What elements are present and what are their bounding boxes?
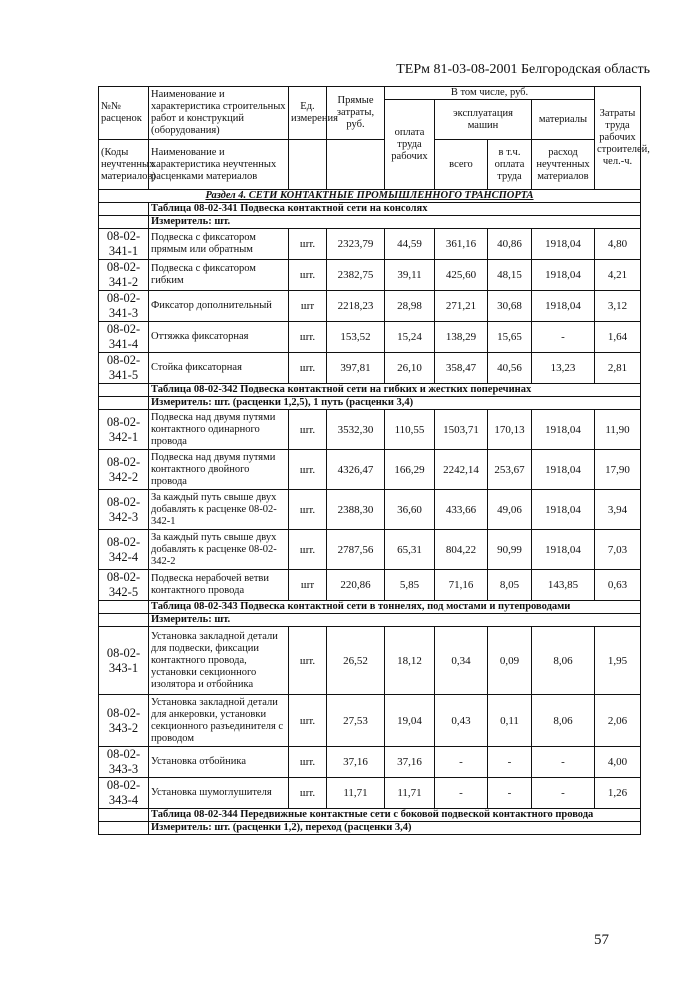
- rate-code: 08-02-343-3: [99, 747, 149, 778]
- rate-materials: 1918,04: [532, 291, 595, 322]
- rate-labor-pay: 19,04: [385, 695, 435, 747]
- table-row: [99, 778, 641, 809]
- measure-gutter: [99, 216, 149, 229]
- rate-unit: шт.: [289, 410, 327, 450]
- table-title: Таблица 08-02-343 Подвеска контактной сети в тоннелях, под мостами и путепроводами: [149, 601, 641, 614]
- col-machines-total-header: всего: [435, 140, 488, 190]
- table-title-gutter: [99, 601, 149, 614]
- rate-direct: 2388,30: [327, 490, 385, 530]
- rate-machines-total: 0,34: [435, 627, 488, 695]
- rate-machines-labor: -: [488, 778, 532, 809]
- table-title-gutter: [99, 203, 149, 216]
- page-header: ТЕРм 81-03-08-2001 Белгородская область: [396, 62, 650, 77]
- rate-name: Установка закладной детали для подвески, фиксации контактного провода, установки секционного изолятора и отбойника: [149, 627, 289, 695]
- measure-gutter: [99, 397, 149, 410]
- col-unit-header: Ед. измерения: [289, 87, 327, 140]
- section-title: [99, 190, 641, 203]
- rate-code: 08-02-342-4: [99, 530, 149, 570]
- rate-name: Фиксатор дополнительный: [149, 291, 289, 322]
- rate-materials: 1918,04: [532, 229, 595, 260]
- rate-direct: 153,52: [327, 322, 385, 353]
- rate-direct: 37,16: [327, 747, 385, 778]
- col-incl-header: В том числе, руб.: [385, 87, 595, 100]
- rate-materials: 1918,04: [532, 530, 595, 570]
- table-title: Таблица 08-02-344 Передвижные контактные сети с боковой подвеской контактного провода: [149, 809, 641, 822]
- col-direct-blank: [327, 140, 385, 190]
- rate-materials: 1918,04: [532, 260, 595, 291]
- table-row: [99, 570, 641, 601]
- rate-materials: -: [532, 322, 595, 353]
- col-machines-header: эксплуатация машин: [435, 100, 532, 140]
- rate-labor-pay: 15,24: [385, 322, 435, 353]
- col-materials-header: материалы: [532, 100, 595, 140]
- rate-machines-total: 271,21: [435, 291, 488, 322]
- rate-labor-pay: 39,11: [385, 260, 435, 291]
- rate-materials: 8,06: [532, 627, 595, 695]
- rate-labor-cost: 1,64: [595, 322, 641, 353]
- rate-name: Подвеска с фиксатором прямым или обратным: [149, 229, 289, 260]
- rate-labor-cost: 7,03: [595, 530, 641, 570]
- table-row: [99, 747, 641, 778]
- rates-table: [98, 86, 650, 835]
- table-row: [99, 322, 641, 353]
- rate-machines-total: 358,47: [435, 353, 488, 384]
- rate-unit: шт: [289, 570, 327, 601]
- rate-machines-total: 433,66: [435, 490, 488, 530]
- rate-labor-cost: 1,95: [595, 627, 641, 695]
- rate-machines-labor: 48,15: [488, 260, 532, 291]
- rate-machines-total: 138,29: [435, 322, 488, 353]
- rate-labor-pay: 110,55: [385, 410, 435, 450]
- rate-labor-cost: 11,90: [595, 410, 641, 450]
- rate-unit: шт.: [289, 778, 327, 809]
- col-mat-unaccounted-header: расход неучтенных материалов: [532, 140, 595, 190]
- rate-code: 08-02-341-2: [99, 260, 149, 291]
- rate-labor-pay: 28,98: [385, 291, 435, 322]
- rate-machines-labor: 90,99: [488, 530, 532, 570]
- rate-direct: 27,53: [327, 695, 385, 747]
- rate-direct: 2787,56: [327, 530, 385, 570]
- measure-gutter: [99, 614, 149, 627]
- table-measure: Измеритель: шт.: [149, 216, 641, 229]
- rate-name: За каждый путь свыше двух добавлять к расценке 08-02-342-1: [149, 490, 289, 530]
- rate-machines-total: 425,60: [435, 260, 488, 291]
- rate-machines-labor: 8,05: [488, 570, 532, 601]
- rate-name: Подвеска с фиксатором гибким: [149, 260, 289, 291]
- col-name2-header: Наименование и характеристика неучтенных расценками материалов: [149, 140, 289, 190]
- rate-machines-total: -: [435, 778, 488, 809]
- rate-direct: 2323,79: [327, 229, 385, 260]
- table-row: [99, 490, 641, 530]
- rate-materials: 143,85: [532, 570, 595, 601]
- rate-direct: 26,52: [327, 627, 385, 695]
- rate-unit: шт.: [289, 322, 327, 353]
- rate-machines-total: 0,43: [435, 695, 488, 747]
- rate-labor-cost: 2,81: [595, 353, 641, 384]
- rate-machines-labor: 49,06: [488, 490, 532, 530]
- col-code-header: №№ расценок: [99, 87, 149, 140]
- rate-direct: 3532,30: [327, 410, 385, 450]
- rate-code: 08-02-342-3: [99, 490, 149, 530]
- rate-machines-labor: 253,67: [488, 450, 532, 490]
- col-name-header: Наименование и характеристика строительных работ и конструкций (оборудования): [149, 87, 289, 140]
- table-measure: Измеритель: шт. (расценки 1,2), переход (расценки 3,4): [149, 822, 641, 835]
- rate-labor-cost: 2,06: [595, 695, 641, 747]
- rate-machines-labor: -: [488, 747, 532, 778]
- rate-code: 08-02-342-5: [99, 570, 149, 601]
- table-row: [99, 260, 641, 291]
- rate-unit: шт.: [289, 260, 327, 291]
- rate-labor-pay: 37,16: [385, 747, 435, 778]
- col-labor-cost-header: Затраты труда рабочих строителей, чел.-ч.: [595, 87, 641, 190]
- rate-unit: шт.: [289, 530, 327, 570]
- table-row: [99, 695, 641, 747]
- rate-labor-pay: 11,71: [385, 778, 435, 809]
- table-row: [99, 229, 641, 260]
- rate-labor-pay: 26,10: [385, 353, 435, 384]
- rate-direct: 220,86: [327, 570, 385, 601]
- rate-direct: 4326,47: [327, 450, 385, 490]
- rate-code: 08-02-341-1: [99, 229, 149, 260]
- rate-labor-pay: 65,31: [385, 530, 435, 570]
- rate-labor-pay: 44,59: [385, 229, 435, 260]
- rate-name: Установка шумоглушителя: [149, 778, 289, 809]
- col-code2-header: (Коды неучтенных материалов): [99, 140, 149, 190]
- rate-labor-cost: 3,12: [595, 291, 641, 322]
- table-title: Таблица 08-02-341 Подвеска контактной сети на консолях: [149, 203, 641, 216]
- rate-unit: шт.: [289, 229, 327, 260]
- rate-machines-labor: 30,68: [488, 291, 532, 322]
- table-row: [99, 291, 641, 322]
- rate-machines-labor: 40,56: [488, 353, 532, 384]
- rate-name: Подвеска нерабочей ветви контактного провода: [149, 570, 289, 601]
- rate-labor-pay: 5,85: [385, 570, 435, 601]
- table-title: Таблица 08-02-342 Подвеска контактной сети на гибких и жестких поперечинах: [149, 384, 641, 397]
- rate-unit: шт.: [289, 747, 327, 778]
- table-row: [99, 450, 641, 490]
- rate-labor-cost: 4,00: [595, 747, 641, 778]
- table-title-gutter: [99, 384, 149, 397]
- rate-code: 08-02-342-2: [99, 450, 149, 490]
- table-row: [99, 353, 641, 384]
- rate-materials: 1918,04: [532, 490, 595, 530]
- rate-machines-total: -: [435, 747, 488, 778]
- rate-materials: 13,23: [532, 353, 595, 384]
- rate-materials: 1918,04: [532, 450, 595, 490]
- col-unit-blank: [289, 140, 327, 190]
- rate-machines-total: 804,22: [435, 530, 488, 570]
- rate-machines-labor: 40,86: [488, 229, 532, 260]
- rate-materials: -: [532, 747, 595, 778]
- rate-name: Стойка фиксаторная: [149, 353, 289, 384]
- rate-machines-total: 2242,14: [435, 450, 488, 490]
- rate-code: 08-02-341-4: [99, 322, 149, 353]
- rate-name: Установка отбойника: [149, 747, 289, 778]
- rate-unit: шт.: [289, 450, 327, 490]
- col-machines-incl-header: в т.ч. оплата труда: [488, 140, 532, 190]
- rate-unit: шт.: [289, 353, 327, 384]
- rate-name: Оттяжка фиксаторная: [149, 322, 289, 353]
- rate-name: Установка закладной детали для анкеровки, установки секционного разъединителя с проводом: [149, 695, 289, 747]
- col-labor-pay-header: оплата труда рабочих: [385, 100, 435, 190]
- rate-direct: 11,71: [327, 778, 385, 809]
- rate-machines-labor: 170,13: [488, 410, 532, 450]
- rate-labor-cost: 1,26: [595, 778, 641, 809]
- rate-unit: шт.: [289, 627, 327, 695]
- rate-name: За каждый путь свыше двух добавлять к расценке 08-02-342-2: [149, 530, 289, 570]
- page-number: 57: [594, 932, 609, 948]
- rate-code: 08-02-343-1: [99, 627, 149, 695]
- table-row: [99, 627, 641, 695]
- measure-gutter: [99, 822, 149, 835]
- rate-machines-labor: 15,65: [488, 322, 532, 353]
- table-title-gutter: [99, 809, 149, 822]
- rate-labor-cost: 4,21: [595, 260, 641, 291]
- rate-labor-cost: 4,80: [595, 229, 641, 260]
- rate-labor-pay: 18,12: [385, 627, 435, 695]
- rate-machines-total: 71,16: [435, 570, 488, 601]
- table-measure: Измеритель: шт.: [149, 614, 641, 627]
- rate-materials: 8,06: [532, 695, 595, 747]
- rate-direct: 2382,75: [327, 260, 385, 291]
- rate-machines-total: 1503,71: [435, 410, 488, 450]
- rate-machines-labor: 0,09: [488, 627, 532, 695]
- rate-unit: шт.: [289, 490, 327, 530]
- rate-machines-labor: 0,11: [488, 695, 532, 747]
- rate-name: Подвеска над двумя путями контактного одинарного провода: [149, 410, 289, 450]
- rate-code: 08-02-343-4: [99, 778, 149, 809]
- table-measure: Измеритель: шт. (расценки 1,2,5), 1 путь (расценки 3,4): [149, 397, 641, 410]
- rate-code: 08-02-341-5: [99, 353, 149, 384]
- rate-labor-pay: 166,29: [385, 450, 435, 490]
- table-row: [99, 410, 641, 450]
- rate-direct: 2218,23: [327, 291, 385, 322]
- rate-direct: 397,81: [327, 353, 385, 384]
- rate-labor-cost: 0,63: [595, 570, 641, 601]
- rate-materials: -: [532, 778, 595, 809]
- rate-labor-pay: 36,60: [385, 490, 435, 530]
- rate-unit: шт.: [289, 695, 327, 747]
- rate-materials: 1918,04: [532, 410, 595, 450]
- rate-machines-total: 361,16: [435, 229, 488, 260]
- rate-labor-cost: 17,90: [595, 450, 641, 490]
- table-row: [99, 530, 641, 570]
- rate-name: Подвеска над двумя путями контактного двойного провода: [149, 450, 289, 490]
- section-title-text: Раздел 4. СЕТИ КОНТАКТНЫЕ ПРОМЫШЛЕННОГО ТРАНСПОРТА: [205, 190, 534, 201]
- rate-code: 08-02-342-1: [99, 410, 149, 450]
- rate-code: 08-02-343-2: [99, 695, 149, 747]
- col-direct-header: Прямые затраты, руб.: [327, 87, 385, 140]
- rate-code: 08-02-341-3: [99, 291, 149, 322]
- rate-unit: шт: [289, 291, 327, 322]
- rate-labor-cost: 3,94: [595, 490, 641, 530]
